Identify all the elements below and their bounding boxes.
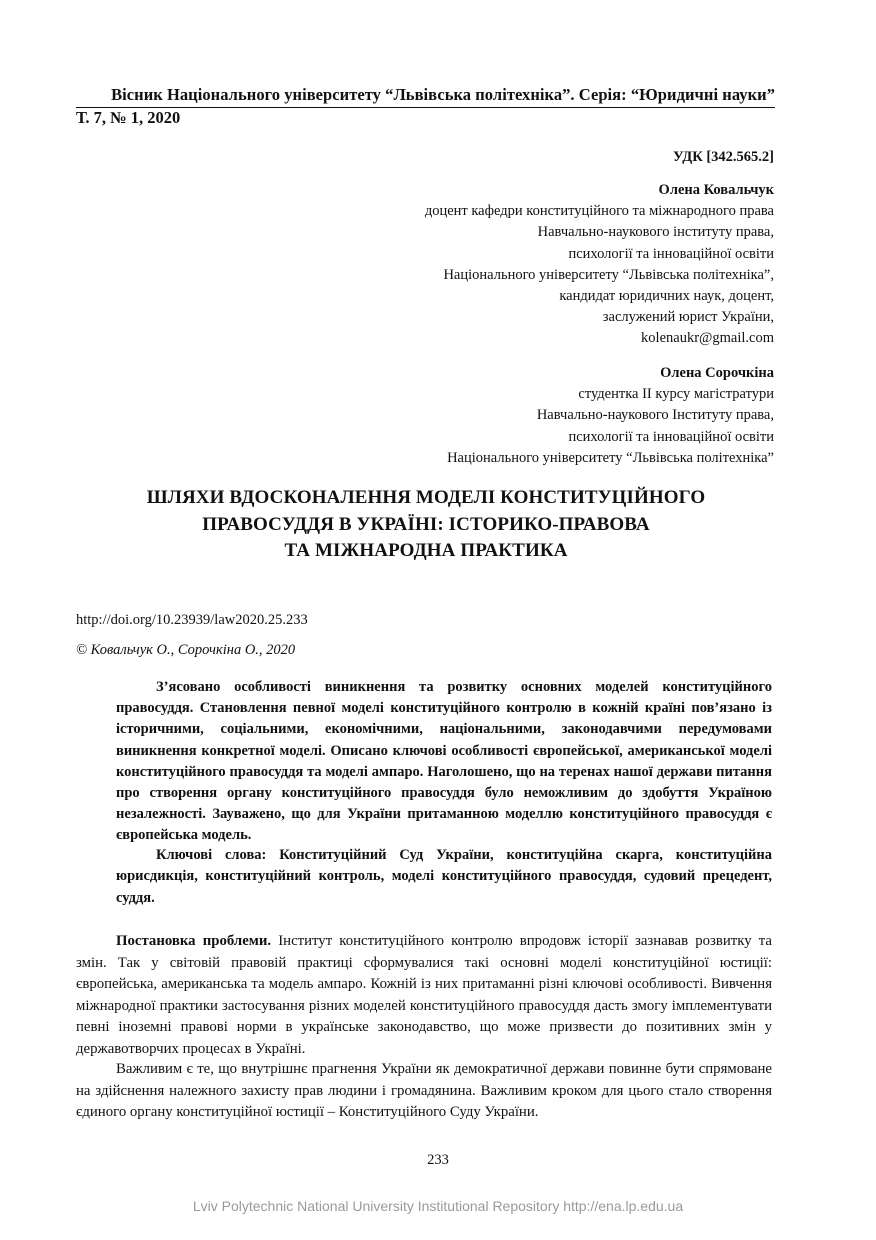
article-title — [76, 485, 776, 565]
author-name: Олена Ковальчук — [658, 182, 774, 198]
repository-footer: Lviv Polytechnic National University Institutional Repository http://ena.lp.edu.ua — [192, 1198, 684, 1214]
udc-code: УДК [342.565.2] — [673, 149, 774, 165]
keywords: Ключові слова: Конституційний Суд України, конституційна скарга, конституційна юрисдикція, конституційний контроль, моделі конституційного правосуддя, судовий прецедент, суддя. — [116, 847, 772, 906]
title-line: ТА МІЖНАРОДНА ПРАКТИКА — [284, 540, 568, 561]
author-affiliation-line: заслужений юрист України, — [602, 309, 774, 326]
author-affiliation-line: Національного університету “Львівська політехніка” — [447, 449, 774, 466]
copyright-notice: © Ковальчук О., Сорочкіна О., 2020 — [76, 642, 296, 658]
author-affiliation-line: кандидат юридичних наук, доцент, — [559, 288, 774, 305]
title-line: ПРАВОСУДДЯ В УКРАЇНІ: ІСТОРИКО-ПРАВОВА — [202, 513, 650, 535]
author-affiliation-line: Національного університету “Львівська політехніка”, — [443, 266, 774, 283]
author-affiliation-line: Навчально-наукового Інституту права, — [536, 407, 774, 424]
author-name: Олена Сорочкіна — [660, 365, 774, 381]
author-affiliation-line: Навчально-наукового інституту права, — [537, 224, 774, 241]
journal-header: Вісник Національного університету “Львівська політехніка”. Серія: “Юридичні науки” — [76, 84, 775, 108]
doi-link[interactable]: http://doi.org/10.23939/law2020.25.233 — [76, 612, 308, 628]
author-block-1 — [425, 180, 774, 350]
author-affiliation-line: студентка ІІ курсу магістратури — [578, 386, 774, 403]
body-paragraph-1 — [76, 931, 772, 1061]
paragraph-text: Інститут конституційного контролю впродовж історії зазнавав розвитку та змін. Так у світовій правовій практиці сформувалися такі основні моделі конституційної юстиції: європейська, американська та модель ампаро. Кожній із них притаманні різні ключові особливості. Вивчення міжнародної практики застосування різних моделей конституційного правосуддя дасть змогу імплементувати певні іноземні правові норми в українське законодавство, що може призвести до позитивних змін у державотворчих процесах в Україні. — [76, 933, 772, 1057]
author-affiliation-line: доцент кафедри конституційного та міжнародного права — [424, 203, 774, 220]
title-line: ШЛЯХИ ВДОСКОНАЛЕННЯ МОДЕЛІ КОНСТИТУЦІЙНОГО — [146, 487, 706, 508]
journal-volume: Т. 7, № 1, 2020 — [76, 108, 181, 127]
author-block-2 — [447, 363, 774, 469]
author-affiliation-line: психології та інноваційної освіти — [568, 428, 774, 445]
abstract: З’ясовано особливості виникнення та розвитку основних моделей конституційного правосуддя. Становлення певної моделі конституційного контролю в кожній країні пов’язано із історичними, соціальними, економічними, національними, законодавчими передумовами виникнення конкретної моделі. Описано ключові особливості європейської, американської моделі конституційного правосуддя та моделі ампаро. Наголошено, що на теренах нашої держави питання про створення органу конституційного правосуддя було неможливим до здобуття Україною незалежності. Зауважено, що для України притаманною моделлю конституційного правосуддя є європейська модель. — [116, 679, 772, 844]
author-affiliation-line: психології та інноваційної освіти — [568, 245, 774, 262]
section-heading: Постановка проблеми. — [116, 933, 272, 949]
page-number: 233 — [427, 1152, 449, 1168]
author-email: kolenaukr@gmail.com — [641, 330, 774, 347]
body-paragraph-2: Важливим є те, що внутрішнє прагнення України як демократичної держави повинне бути спрямоване на здійснення належного захисту прав людини і громадянина. Важливим кроком для цього стало створення єдиного органу конституційної юстиції – Конституційного Суду України. — [76, 1061, 772, 1121]
